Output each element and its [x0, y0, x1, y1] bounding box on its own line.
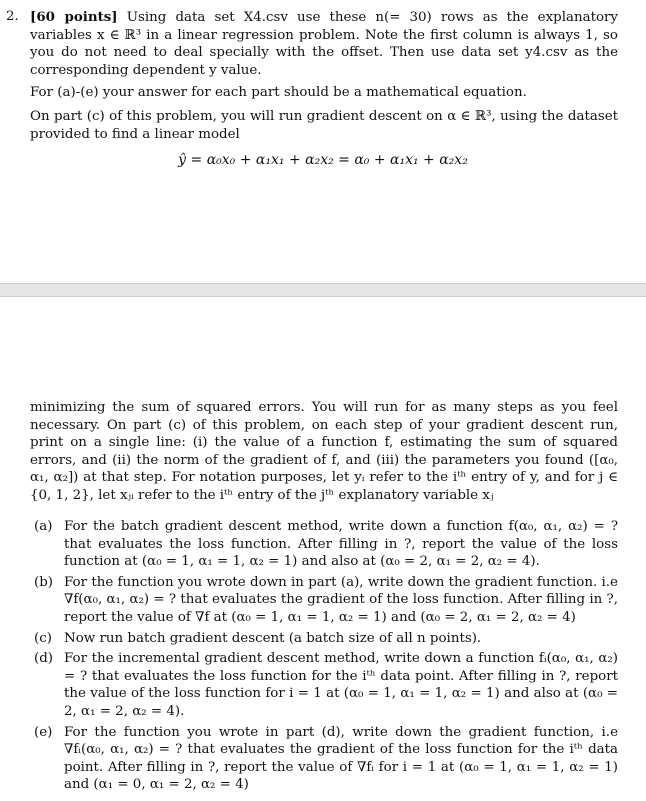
points-label: [60 points]: [30, 9, 118, 25]
page-1: [0, 0, 646, 283]
part-e: [34, 724, 618, 794]
problem-intro: [30, 9, 618, 79]
part-b: [34, 574, 618, 627]
part-b-label: (b): [34, 574, 54, 590]
page-break: [0, 283, 646, 297]
part-e-label: (e): [34, 724, 53, 740]
part-b-text: For the function you wrote down in part (a), write down the gradient function. i.e ∇f(α₀, α₁, α₂) = ? that evaluates the gradient of the loss function. After filling in ?, report the value of ∇f at (α₀ = 1, α₁ = 1, α₂ = 1) and (α₀ = 2, α₁ = 2, α₂ = 4): [64, 574, 618, 625]
problem-number: 2.: [6, 9, 19, 24]
part-c: [34, 630, 618, 648]
part-c-text: Now run batch gradient descent (a batch size of all n points).: [64, 630, 482, 646]
continuation-text: minimizing the sum of squared errors. You will run for as many steps as you feel necessary. On part (c) of this problem, on each step of your gradient descent run, print on a single line: (i) the value of a function f, estimating the sum of squared errors, and (ii) the norm of the gradient of f, and (iii) the parameters you found ([α₀, α₁, α₂]) at that step. For notation purposes, let yᵢ refer to the iᵗʰ entry of y, and for j ∈ {0, 1, 2}, let xⱼᵢ refer to the iᵗʰ entry of the jᵗʰ explanatory variable xⱼ: [30, 400, 618, 503]
part-c-label: (c): [34, 630, 52, 646]
part-d-text: For the incremental gradient descent method, write down a function fᵢ(α₀, α₁, α₂) = ? that evaluates the loss function for the iᵗʰ data point. After filling in ?, report the value of the loss function for i = 1 at (α₀ = 1, α₁ = 1, α₂ = 1) and also at (α₀ = 2, α₁ = 2, α₂ = 4).: [64, 651, 618, 719]
page-2: [0, 297, 646, 801]
answer-note: For (a)-(e) your answer for each part should be a mathematical equation.: [30, 85, 527, 100]
model-equation: ŷ = α₀x₀ + α₁x₁ + α₂x₂ = α₀ + α₁x₁ + α₂x₂: [178, 152, 468, 168]
part-d: [34, 650, 618, 720]
part-a-text: For the batch gradient descent method, write down a function f(α₀, α₁, α₂) = ? that evaluates the loss function. After filling in ?, report the value of the loss function at (α₀ = 1, α₁ = 1, α₂ = 1) and also at (α₀ = 2, α₁ = 2, α₂ = 4).: [64, 519, 618, 570]
part-c-intro: On part (c) of this problem, you will run gradient descent on α ∈ ℝ³, using the dataset provided to find a linear model: [30, 109, 618, 142]
part-a-label: (a): [34, 519, 53, 534]
intro-text: Using data set X4.csv use these n(= 30) rows as the explanatory variables x ∈ ℝ³ in a linear regression problem. Note the first column is always 1, so you do not need to deal specially with the offset. Then use data set y4.csv as the corresponding dependent y value.: [30, 10, 618, 78]
part-a: [34, 518, 618, 571]
part-d-label: (d): [34, 651, 54, 667]
parts-list: [34, 518, 618, 797]
part-e-text: For the function you wrote in part (d), write down the gradient function, i.e ∇fᵢ(α₀, α₁, α₂) = ? that evaluates the gradient of the loss function for the iᵗʰ data point. After filling in ?, report the value of ∇fᵢ for i = 1 at (α₀ = 1, α₁ = 1, α₂ = 1) and (α₁ = 0, α₁ = 2, α₂ = 4): [64, 724, 618, 793]
